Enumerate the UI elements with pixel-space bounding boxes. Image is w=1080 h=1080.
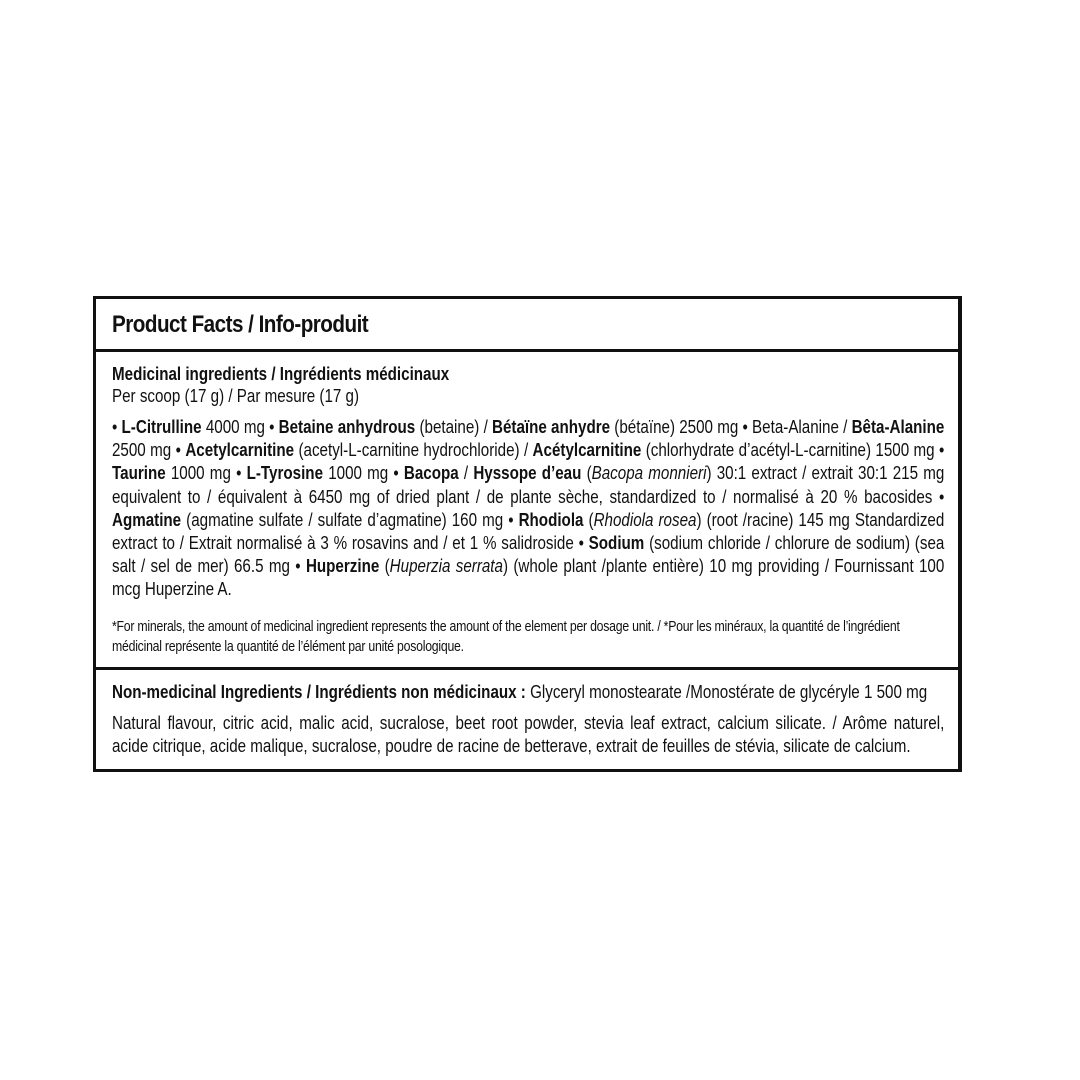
ingredient-name: Taurine — [112, 462, 166, 484]
ingredient-text: 4000 mg — [201, 416, 270, 437]
non-medicinal-list: Natural flavour, citric acid, malic acid, sucralose, beet root powder, stevia leaf extract, calcium silicate. / Arôme naturel, acide citrique, acide malique, sucralose, poudre de racine de betterave, extrait de feuilles de stévia, silicate de calcium. — [112, 711, 945, 756]
ingredient-text: • — [295, 555, 306, 577]
ingredient-name: Acétylcarnitine — [532, 439, 642, 461]
ingredient-text: ( — [581, 462, 592, 484]
ingredient-text: • Beta-Alanine / — [742, 416, 852, 437]
ingredient-text: • — [578, 532, 589, 554]
ingredient-latin-name: Rhodiola rosea — [593, 508, 697, 530]
ingredient-text: 1000 mg — [323, 462, 394, 484]
ingredient-text: • — [269, 416, 279, 437]
ingredient-text: (chlorhydrate d’acétyl-L-carnitine) 1500 mg — [641, 439, 940, 461]
ingredient-name: Rhodiola — [518, 508, 584, 530]
ingredient-text: • — [939, 485, 945, 507]
ingredient-text: • — [175, 439, 186, 461]
ingredient-name: Sodium — [588, 532, 645, 554]
medicinal-content — [112, 363, 944, 657]
non-medicinal-heading: Non-medicinal Ingredients / Ingrédients non médicinaux : — [112, 680, 526, 702]
ingredient-name: Agmatine — [112, 508, 182, 530]
ingredient-text: ( — [379, 555, 390, 577]
serving-size: Per scoop (17 g) / Par mesure (17 g) — [112, 385, 360, 406]
ingredient-text: • — [112, 416, 122, 437]
ingredient-name: L-Citrulline — [121, 416, 202, 437]
non-medicinal-first-item: Glyceryl monostearate /Monostérate de glycéryle 1 500 mg — [525, 680, 928, 702]
non-medicinal-section — [96, 670, 958, 769]
footnote: *For minerals, the amount of medicinal ingredient represents the amount of the element per dosage unit. / *Pour les minéraux, la quantité de l’ingrédient médicinal représente la quantité de l’élément par unité posologique. — [112, 617, 900, 655]
ingredient-text: 1000 mg — [165, 462, 237, 484]
product-facts-panel — [93, 296, 962, 772]
ingredient-name: Bacopa — [403, 462, 459, 484]
ingredient-name: Betaine anhydrous — [278, 416, 416, 437]
ingredient-text: • — [508, 508, 519, 530]
page-title: Product Facts / Info-produit — [112, 311, 369, 338]
ingredient-text: • — [236, 462, 247, 484]
ingredient-name: Huperzine — [305, 555, 380, 577]
ingredient-text: (bétaïne) 2500 mg — [610, 416, 743, 437]
ingredient-text: ) (root /racine) 145 mg Standardized extract to / Extrait normalisé à 3 % rosavins and / et 1 % salidroside — [112, 508, 945, 554]
ingredient-name: Bétaïne anhydre — [492, 416, 611, 437]
ingredient-text: (betaine) / — [415, 416, 493, 437]
ingredient-item — [236, 462, 393, 483]
ingredient-name: Bêta-Alanine — [851, 416, 945, 437]
ingredient-text: ) 30:1 extract / extrait 30:1 215 mg equivalent to / équivalent à 6450 mg of dried plant / de plante sèche, standardized to / normalisé à 20 % bacosides — [112, 462, 945, 507]
ingredient-text: / — [458, 462, 474, 484]
ingredient-text: 2500 mg — [112, 439, 176, 461]
ingredient-name: Hyssope d’eau — [473, 462, 582, 484]
ingredient-text: (acetyl-L-carnitine hydrochloride) / — [294, 439, 533, 461]
ingredient-text: • — [393, 462, 404, 484]
ingredient-item — [112, 416, 269, 437]
ingredient-name: Acetylcarnitine — [185, 439, 295, 461]
ingredient-item — [269, 416, 742, 437]
ingredient-latin-name: Bacopa monnieri — [591, 462, 707, 484]
ingredient-text: (agmatine sulfate / sulfate d’agmatine) 160 mg — [181, 508, 509, 530]
ingredient-text: (sodium chloride / chlorure de sodium) (sea salt / sel de mer) 66.5 mg — [112, 532, 945, 577]
ingredient-text: • — [939, 439, 945, 461]
ingredient-text: ( — [583, 508, 594, 530]
panel-header — [96, 299, 958, 352]
ingredient-item — [176, 439, 939, 460]
medicinal-ingredients-list — [112, 415, 944, 601]
medicinal-heading: Medicinal ingredients / Ingrédients médicinaux — [112, 363, 450, 384]
medicinal-section — [96, 352, 958, 670]
ingredient-name: L-Tyrosine — [246, 462, 324, 484]
ingredient-text: ) (whole plant /plante entière) 10 mg providing / Fournissant 100 mcg Huperzine A. — [112, 555, 945, 600]
non-medicinal-content — [112, 681, 944, 757]
ingredient-latin-name: Huperzia serrata — [389, 555, 503, 577]
non-medicinal-first-line — [112, 681, 944, 703]
